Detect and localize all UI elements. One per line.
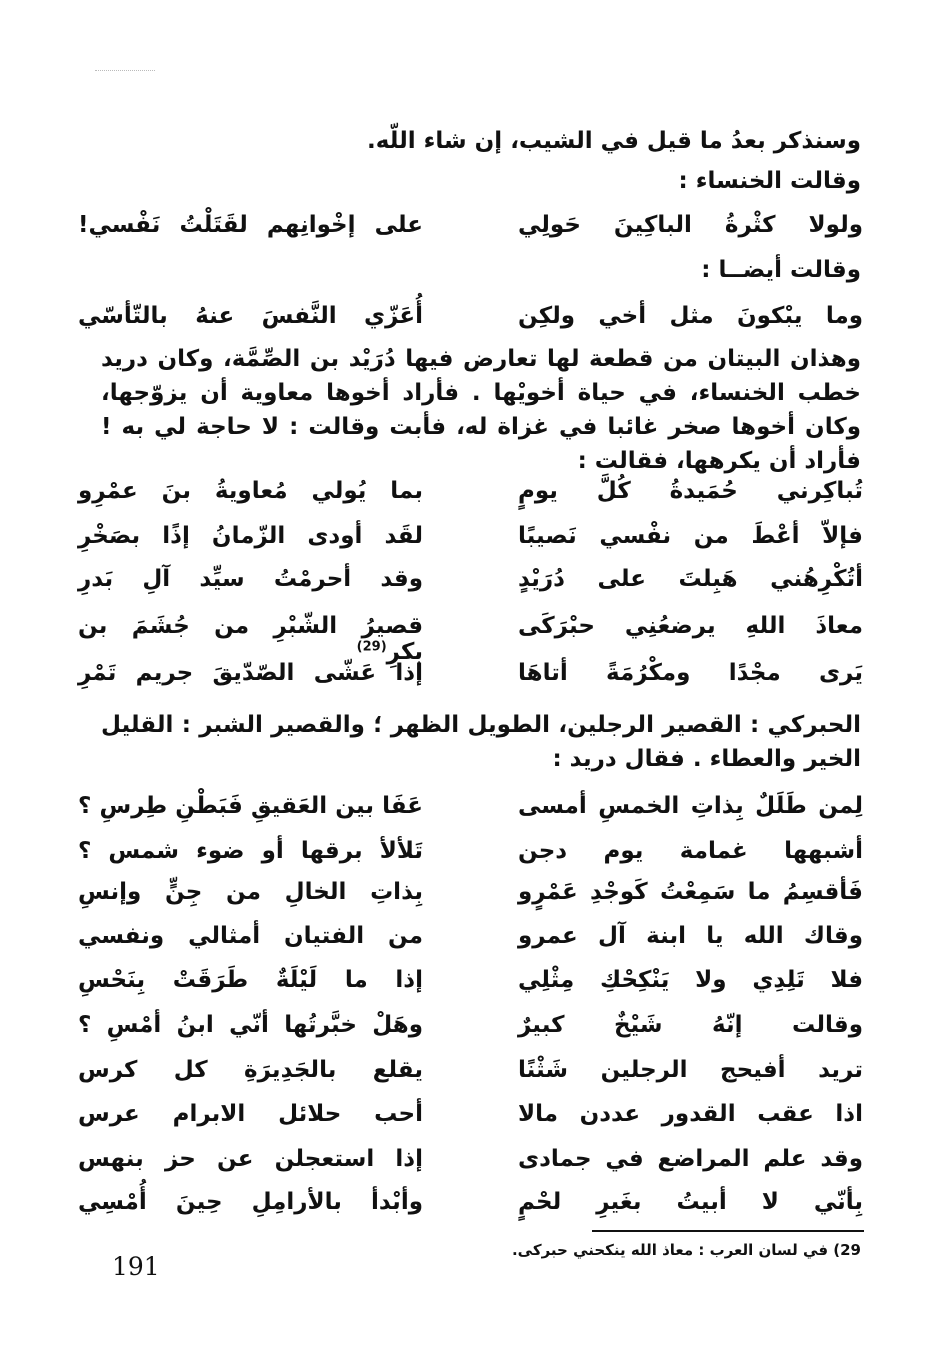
verse-durayd-5: [78, 967, 863, 1007]
verse-second-hemistich: تَلألأ برقها أو ضوء شمس ؟: [78, 838, 423, 864]
narrative-paragraph: وهذان البيتان من قطعة لها تعارض فيها دُرَيْد بن الصِّمَّة، وكان دريد خطب الخنساء، في حياة أخويْها . فأراد أخوها معاوية أن يزوّجها، وكان أخوها صخر غائبا في غزاة له، فأبت وقالت : لا حاجة لي به ! فأراد أن يكرهها، فقالت :: [101, 346, 861, 474]
verse-second-hemistich: إذا عَشّى الصّدّيقَ جريم تَمْرِ: [78, 660, 423, 686]
hemistich-text: قصيرُ الشّبْرِ من جُشَمَ بن بكرِ: [78, 613, 423, 665]
verse-khansa-3-4: [78, 613, 863, 665]
verse-first-hemistich: اذا عقب القدور عددن مالا: [518, 1101, 863, 1127]
verse-khansa-3-5: [78, 660, 863, 700]
page-number: 191: [112, 1252, 160, 1281]
footnote: 29) في لسان العرب : معاذ الله ينكحني حبركى.: [511, 1241, 861, 1259]
verse-second-hemistich: يقلع بالجَدِيرَةِ كل كرس: [78, 1057, 423, 1083]
footnote-rule: [592, 1230, 864, 1232]
verse-second-hemistich: إذا استعجلن عن حز بنهس: [78, 1146, 423, 1172]
verse-second-hemistich: وقد أحرمْتُ سيِّد آلِ بَدرِ: [78, 566, 423, 592]
verse-first-hemistich: ولولا كثْرةُ الباكِينَ حَولِي: [518, 212, 863, 238]
verse-durayd-6: [78, 1012, 863, 1052]
verse-durayd-9: [78, 1146, 863, 1186]
verse-khansa-3-3: [78, 566, 863, 606]
intro-line-1: وسنذكر بعدُ ما قيل في الشيب، إن شاء اللّه.: [367, 128, 861, 154]
verse-second-hemistich: [78, 613, 423, 665]
verse-second-hemistich: لقَد أودى الزّمانُ إذًا بصَخْرِ: [78, 523, 423, 549]
verse-first-hemistich: فلا تَلِدِي ولا يَنْكِحْكِ مِثْلِي: [518, 967, 863, 993]
footnote-marker: (29): [356, 639, 387, 655]
verse-first-hemistich: وقاك الله يا ابنة آل عمرو: [518, 923, 863, 949]
verse-durayd-2: [78, 838, 863, 878]
verse-second-hemistich: أُعَزّي النَّفسَ عنهُ بالتّأسّي: [78, 303, 423, 329]
verse-khansa-1: [78, 212, 863, 252]
scan-mark: [95, 70, 155, 71]
verse-second-hemistich: بما يُولي مُعاويةُ بنَ عمْرِو: [78, 478, 423, 504]
verse-first-hemistich: معاذَ اللهِ يرضعُنِي حبْرَكَى: [518, 613, 863, 639]
verse-first-hemistich: فَأقسِمُ ما سَمِعْتُ كَوجْدِ عَمْرٍو: [518, 879, 863, 905]
verse-durayd-7: [78, 1057, 863, 1097]
verse-second-hemistich: وأبْدأ بالأرامِلِ حِينَ أُمْسِي: [78, 1189, 423, 1215]
verse-khansa-3-1: [78, 478, 863, 518]
gloss-paragraph: الحبركي : القصير الرجلين، الطويل الظهر ؛ والقصير الشبر : القليل الخير والعطاء . فقال دريد :: [101, 712, 861, 772]
verse-second-hemistich: بِذاتِ الخالِ من جِنٍّ وإنسِ: [78, 879, 423, 905]
verse-second-hemistich: على إخْوانِهم لقَتَلْتُ نَفْسي!: [78, 212, 423, 238]
verse-first-hemistich: يَرى مجْدًا ومكْرُمَةً أتاهَا: [518, 660, 863, 686]
verse-second-hemistich: أحب حلائل الابرام عرس: [78, 1101, 423, 1127]
verse-first-hemistich: فإلاّ أعْطَ من نفْسي نَصيبًا: [518, 523, 863, 549]
verse-first-hemistich: لِمن طَلَلٌ بِذاتِ الخمسِ أمسى: [518, 793, 863, 819]
verse-khansa-2: [78, 303, 863, 343]
verse-second-hemistich: إذا ما لَيْلَةٌ طَرَقَتْ بِنَحْسِ: [78, 967, 423, 993]
verse-khansa-3-2: [78, 523, 863, 563]
verse-first-hemistich: تريد أفيحج الرجلين شَثْنًا: [518, 1057, 863, 1083]
verse-first-hemistich: وقد علم المراضع في جمادى: [518, 1146, 863, 1172]
verse-durayd-4: [78, 923, 863, 963]
verse-durayd-3: [78, 879, 863, 919]
verse-second-hemistich: من الفتيان أمثالي ونفسي: [78, 923, 423, 949]
verse-durayd-10: [78, 1189, 863, 1229]
intro-line-3: وقالت أيضــا :: [701, 257, 861, 283]
verse-first-hemistich: أتُكْرِهُني هَبِلتَ على دُرَيْدٍ: [518, 566, 863, 592]
verse-first-hemistich: بِأنّي لا أبيتُ بغَيرِ لحْمٍ: [518, 1189, 863, 1215]
verse-second-hemistich: وهَلْ خبَّرتُها أنّي ابنُ أمْسِ ؟: [78, 1012, 423, 1038]
verse-durayd-8: [78, 1101, 863, 1141]
verse-first-hemistich: وقالت إنّهُ شَيْخٌ كبيرٌ: [518, 1012, 863, 1038]
intro-line-2: وقالت الخنساء :: [678, 168, 861, 194]
verse-durayd-1: [78, 793, 863, 833]
verse-second-hemistich: عَفَا بين العَقيقِ فَبَطْنِ طِرسِ ؟: [78, 793, 423, 819]
verse-first-hemistich: تُباكِرني حُمَيدةُ كُلَّ يومٍ: [518, 478, 863, 504]
verse-first-hemistich: وما يبْكونَ مثل أخي ولكِن: [518, 303, 863, 329]
verse-first-hemistich: أشبهها غمامة يوم دجن: [518, 838, 863, 864]
